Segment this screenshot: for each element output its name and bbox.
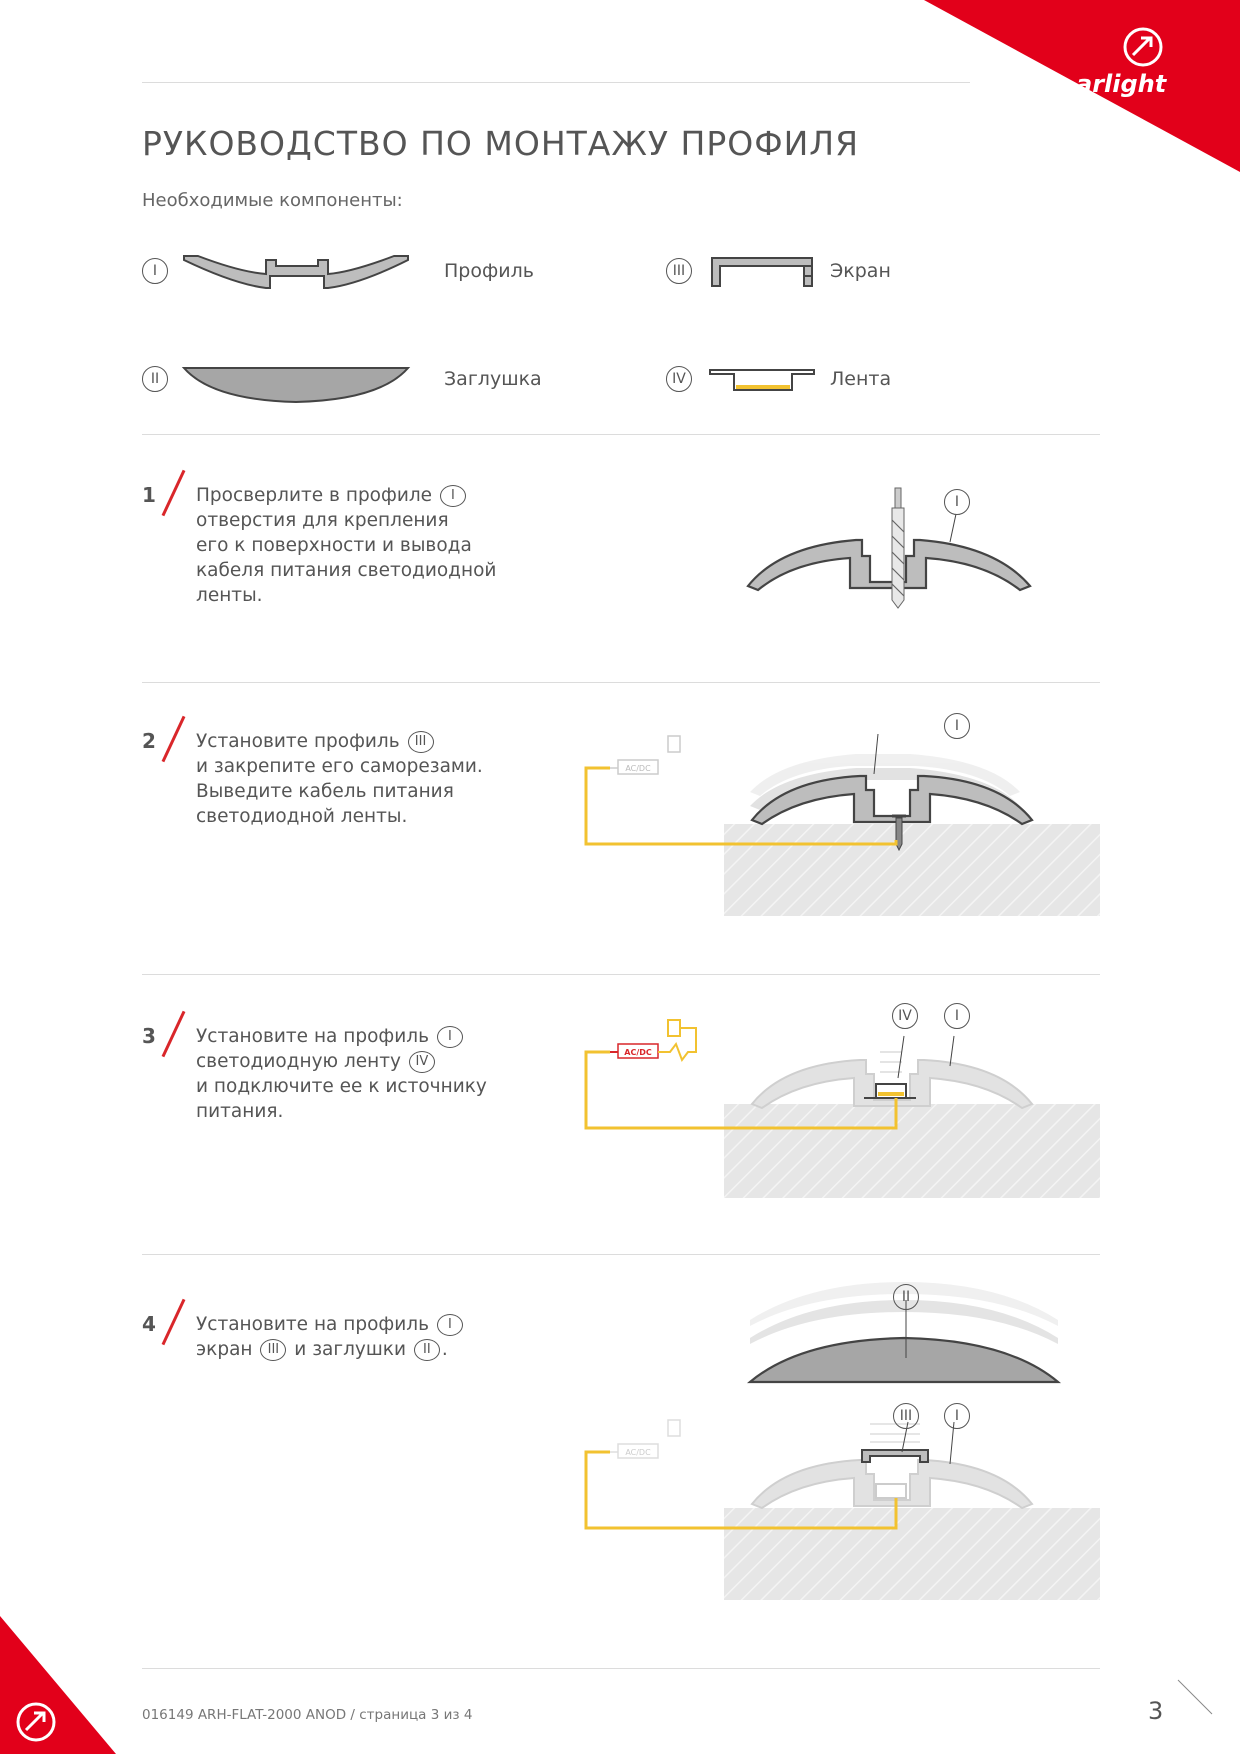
step-4-text: Установите на профиль I экран III и заглушки II .	[196, 1312, 526, 1362]
step-4-slash	[162, 1299, 186, 1346]
step-3-text: Установите на профиль I светодиодную ленту IV и подключите ее к источнику питания.	[196, 1026, 487, 1122]
end-cap-icon	[180, 362, 412, 408]
step-1-diagram	[740, 480, 1070, 610]
step-1-text: Просверлите в профиле I отверстия для крепления его к поверхности и вывода кабеля питания светодиодной ленты.	[196, 485, 497, 606]
step-4-number: 4	[142, 1312, 156, 1336]
divider-3	[142, 974, 1100, 975]
component-label-profile: Профиль	[444, 260, 534, 282]
component-roman-i: I	[142, 258, 168, 284]
brand-logo: arlight	[1076, 70, 1167, 98]
ref-i: I	[437, 1314, 463, 1336]
step-2-text: Установите профиль III и закрепите его саморезами. Выведите кабель питания светодиодной ленты.	[196, 731, 483, 827]
step-2-diagram	[580, 720, 1100, 920]
step-1-label-i: I	[944, 489, 970, 515]
diffuser-icon	[708, 254, 818, 294]
step-4-label-ii: II	[893, 1284, 919, 1310]
page-number: 3	[1148, 1697, 1164, 1725]
step-3-diagram	[580, 1004, 1100, 1204]
step-4-label-i: I	[944, 1403, 970, 1429]
step-4-diagram	[580, 1404, 1100, 1604]
step-1-slash	[162, 470, 186, 517]
step-3-label-iv: IV	[892, 1003, 918, 1029]
step-3-slash	[162, 1011, 186, 1058]
top-divider	[142, 82, 970, 83]
svg-text:AC/DC: AC/DC	[624, 1048, 652, 1057]
divider-1	[142, 434, 1100, 435]
step-4-label-iii: III	[893, 1403, 919, 1429]
step-1-number: 1	[142, 483, 156, 507]
footer-divider	[142, 1668, 1100, 1669]
ref-iii: III	[408, 731, 434, 753]
brand-corner-bottom	[0, 1600, 140, 1754]
ref-iii: III	[260, 1339, 286, 1361]
step-3-label-i: I	[944, 1003, 970, 1029]
component-label-led-strip: Лента	[830, 368, 892, 390]
component-label-diffuser: Экран	[830, 260, 891, 282]
component-roman-ii: II	[142, 366, 168, 392]
step-2-label-i: I	[944, 713, 970, 739]
step-2-number: 2	[142, 729, 156, 753]
component-roman-iii: III	[666, 258, 692, 284]
led-strip-icon	[708, 364, 818, 394]
divider-2	[142, 682, 1100, 683]
components-heading: Необходимые компоненты:	[142, 190, 403, 211]
ref-i: I	[440, 485, 466, 507]
page-corner-mark	[1176, 1678, 1216, 1718]
ref-ii: II	[414, 1339, 440, 1361]
ref-iv: IV	[409, 1051, 435, 1073]
component-label-endcap: Заглушка	[444, 368, 542, 390]
svg-text:AC/DC: AC/DC	[625, 764, 651, 773]
step-2-slash	[162, 716, 186, 763]
ref-i: I	[437, 1026, 463, 1048]
footer-doc-info: 016149 ARH-FLAT-2000 ANOD / страница 3 из 4	[142, 1707, 473, 1723]
brand-corner-top	[0, 0, 1240, 200]
svg-text:AC/DC: AC/DC	[625, 1448, 651, 1457]
divider-4	[142, 1254, 1100, 1255]
page-title: РУКОВОДСТВО ПО МОНТАЖУ ПРОФИЛЯ	[142, 124, 860, 163]
component-roman-iv: IV	[666, 366, 692, 392]
profile-icon	[180, 252, 412, 292]
step-3-number: 3	[142, 1024, 156, 1048]
